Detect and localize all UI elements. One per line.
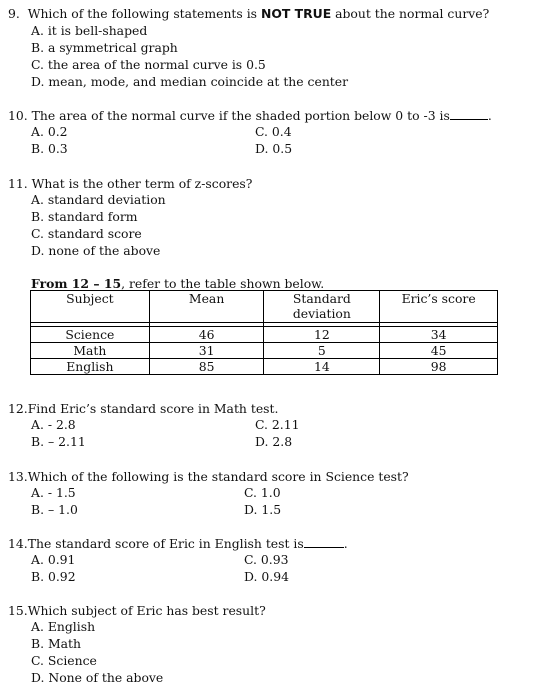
table-cell: 45: [380, 343, 498, 359]
option-c: C. Science: [31, 653, 97, 668]
option-d: D. 2.8: [255, 434, 293, 449]
table-cell: English: [31, 359, 150, 375]
option-b: B. 0.3: [31, 141, 68, 156]
table-header-row: [31, 291, 498, 323]
question-text: 14.The standard score of Eric in English test is: [8, 536, 304, 551]
table-row: [31, 327, 498, 343]
question-text: Which of the following statements is: [27, 6, 261, 21]
table-cell: 85: [149, 359, 264, 375]
option-b: B. – 1.0: [31, 502, 78, 517]
column-header-subject: Subject: [31, 291, 150, 323]
option-d: D. 1.5: [244, 502, 282, 517]
option-d: D. None of the above: [31, 670, 164, 685]
column-header-mean: Mean: [149, 291, 264, 323]
question-11: 11. What is the other term of z-scores?: [8, 176, 253, 191]
table-cell: 46: [149, 327, 264, 343]
table-cell: 12: [264, 327, 380, 343]
option-b: B. 0.92: [31, 569, 76, 584]
table-cell: 31: [149, 343, 264, 359]
table-cell: Math: [31, 343, 150, 359]
option-c: C. the area of the normal curve is 0.5: [31, 57, 266, 72]
option-c: C. standard score: [31, 226, 142, 241]
option-b: B. – 2.11: [31, 434, 86, 449]
question-number: 9.: [8, 6, 20, 21]
column-header-erics-score: Eric’s score: [380, 291, 498, 323]
option-c: C. 0.4: [255, 124, 292, 139]
table-cell: 98: [380, 359, 498, 375]
option-c: C. 1.0: [244, 485, 281, 500]
table-cell: 34: [380, 327, 498, 343]
question-9: 9. Which of the following statements is NOT TRUE about the normal curve?: [8, 6, 490, 21]
table-intro: From 12 – 15, refer to the table shown below.: [31, 276, 325, 291]
option-b: B. standard form: [31, 209, 138, 224]
option-a: A. it is bell-shaped: [31, 23, 148, 38]
table-cell: 5: [264, 343, 380, 359]
option-b: B. a symmetrical graph: [31, 40, 178, 55]
table-row: [31, 359, 498, 375]
option-a: A. standard deviation: [31, 192, 166, 207]
answer-blank: [304, 536, 344, 548]
option-a: A. 0.2: [31, 124, 68, 139]
option-d: D. 0.94: [244, 569, 289, 584]
option-c: C. 2.11: [255, 417, 300, 432]
question-15: 15.Which subject of Eric has best result?: [8, 603, 266, 618]
question-14: 14.The standard score of Eric in English test is .: [8, 536, 348, 551]
column-header-standard-deviation: Standard deviation: [264, 291, 380, 323]
option-c: C. 0.93: [244, 552, 289, 567]
question-text: 10. The area of the normal curve if the shaded portion below 0 to -3 is: [8, 108, 450, 123]
table-row: [31, 343, 498, 359]
option-a: A. - 2.8: [31, 417, 76, 432]
answer-blank: [450, 108, 488, 120]
option-a: A. English: [31, 619, 96, 634]
question-12: 12.Find Eric’s standard score in Math test.: [8, 401, 279, 416]
option-a: A. - 1.5: [31, 485, 76, 500]
table-intro-range: From 12 – 15: [31, 276, 122, 291]
score-table: [30, 290, 498, 375]
table-cell: 14: [264, 359, 380, 375]
question-10: 10. The area of the normal curve if the shaded portion below 0 to -3 is .: [8, 108, 492, 123]
option-d: D. mean, mode, and median coincide at the center: [31, 74, 349, 89]
table-cell: Science: [31, 327, 150, 343]
option-d: D. none of the above: [31, 243, 161, 258]
option-a: A. 0.91: [31, 552, 76, 567]
option-d: D. 0.5: [255, 141, 293, 156]
question-13: 13.Which of the following is the standard score in Science test?: [8, 469, 409, 484]
option-b: B. Math: [31, 636, 82, 651]
emphasis-text: NOT TRUE: [260, 6, 332, 21]
